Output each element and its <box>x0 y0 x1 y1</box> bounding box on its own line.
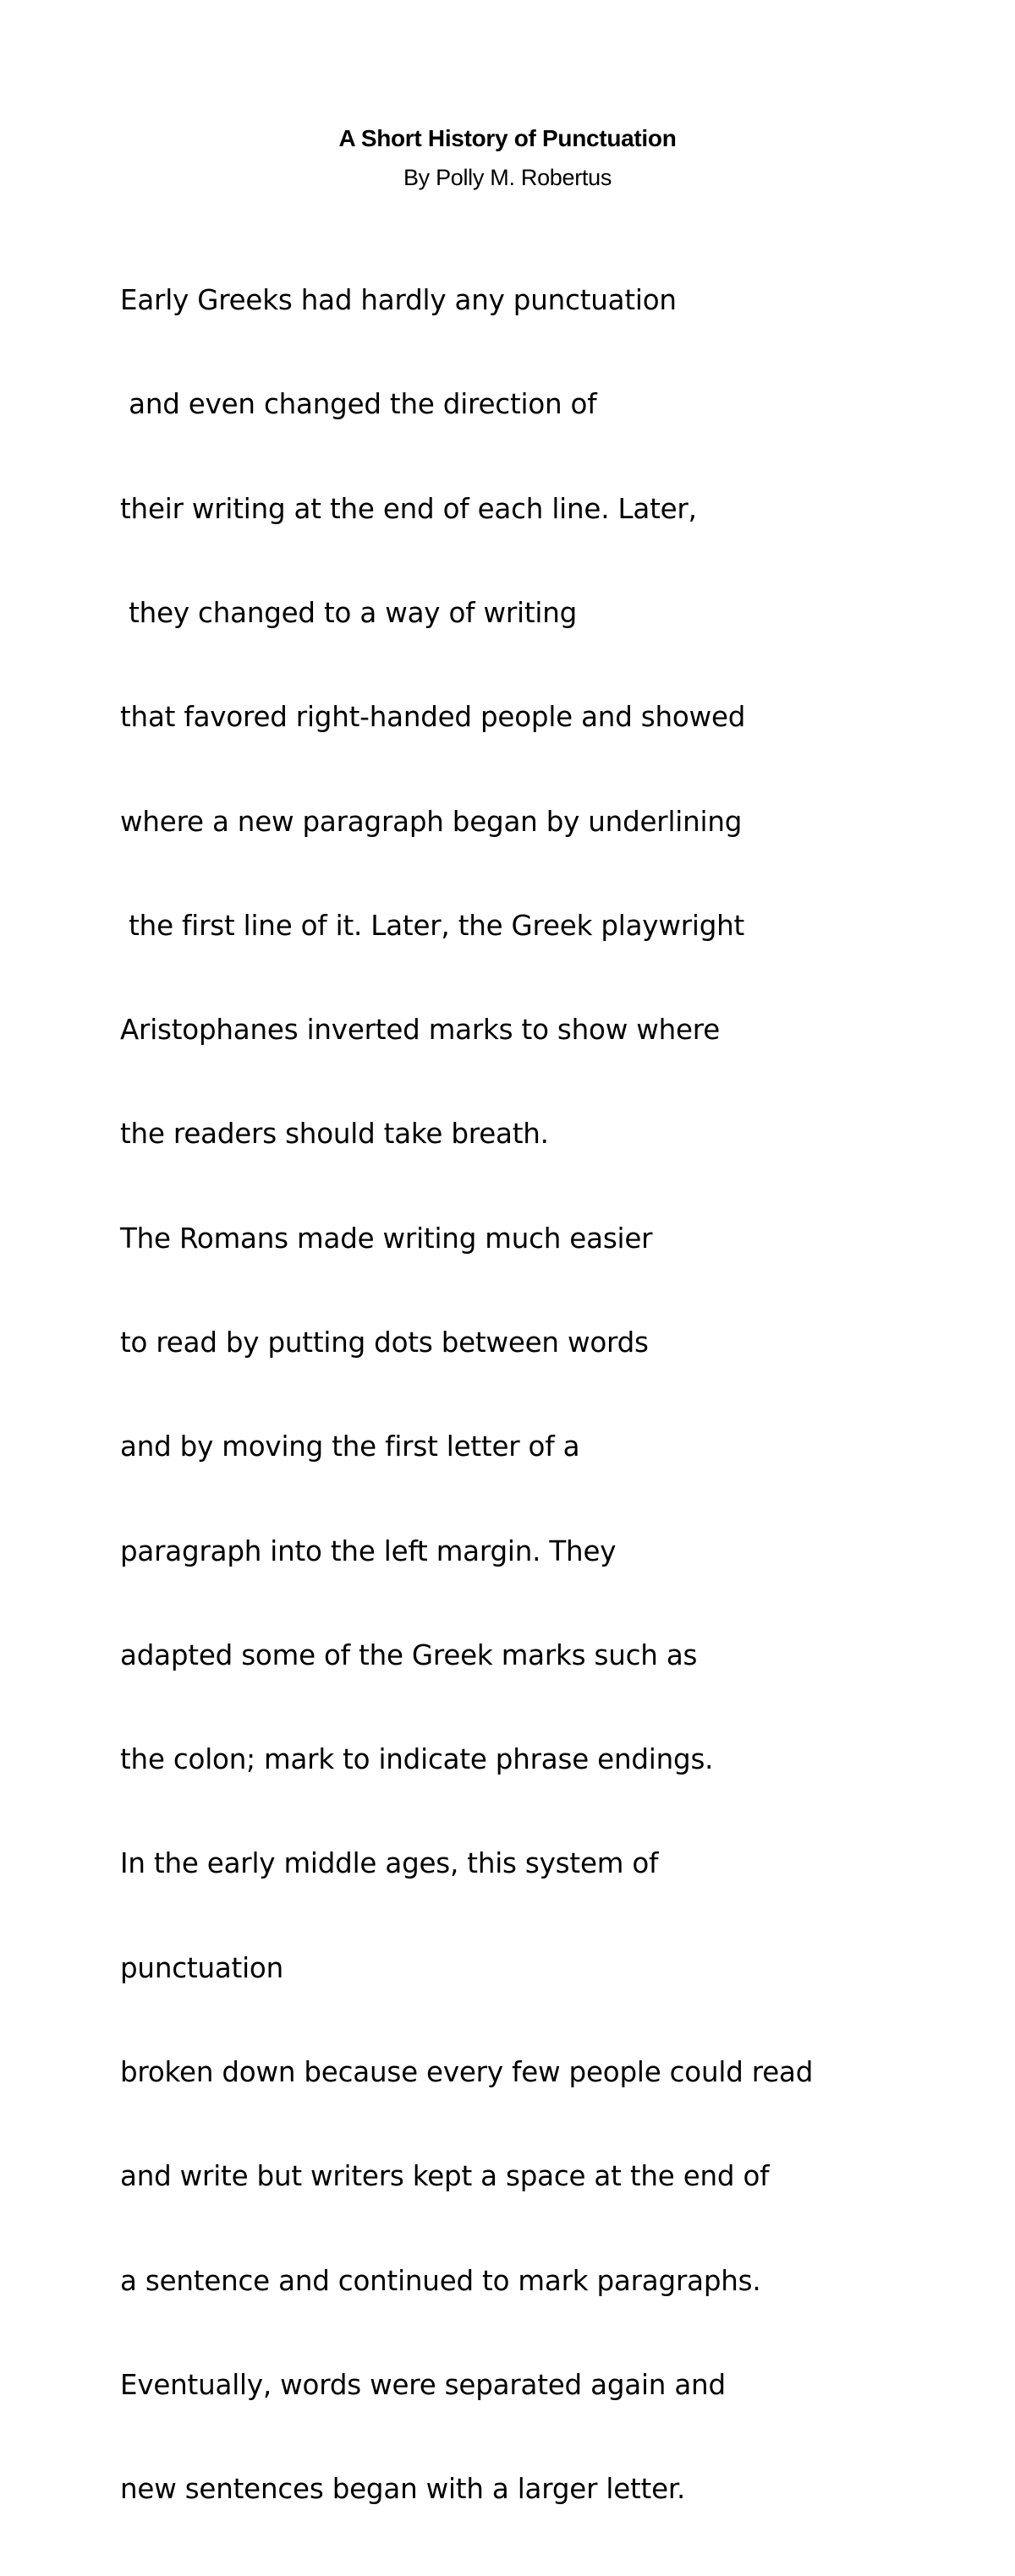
body-line: adapted some of the Greek marks such as <box>120 1638 698 1671</box>
body-line: and even changed the direction of <box>120 388 597 421</box>
body-line: Aristophanes inverted marks to show where <box>120 1014 721 1047</box>
body-line: they changed to a way of writing <box>120 597 578 630</box>
body-line: the colon; mark to indicate phrase endings. <box>120 1743 714 1776</box>
body-line: that favored right-handed people and showed <box>120 701 746 734</box>
body-line: In the early middle ages, this system of <box>120 1847 659 1880</box>
body-line: broken down because every few people could read <box>120 2055 814 2088</box>
body-line: to read by putting dots between words <box>120 1326 649 1359</box>
body-line: Eventually, words were separated again and <box>120 2368 726 2401</box>
body-line: new sentences began with a larger letter. <box>120 2473 686 2506</box>
body-line: where a new paragraph began by underlining <box>120 805 743 838</box>
body-line: The Romans made writing much easier <box>120 1222 653 1255</box>
document-title: A Short History of Punctuation <box>338 125 677 151</box>
body-line: a sentence and continued to mark paragraphs. <box>120 2264 761 2297</box>
body-line: paragraph into the left margin. They <box>120 1534 617 1567</box>
body-line: Early Greeks had hardly any punctuation <box>120 284 677 317</box>
body-line: punctuation <box>120 1951 284 1984</box>
document-body <box>120 214 1000 2576</box>
body-line: and by moving the first letter of a <box>120 1430 580 1463</box>
body-line: their writing at the end of each line. Later, <box>120 492 697 525</box>
body-line: the readers should take breath. <box>120 1118 549 1151</box>
body-line: the first line of it. Later, the Greek playwright <box>120 909 745 942</box>
body-line: and write but writers kept a space at the end of <box>120 2160 770 2193</box>
document-author: By Polly M. Robertus <box>403 165 612 190</box>
